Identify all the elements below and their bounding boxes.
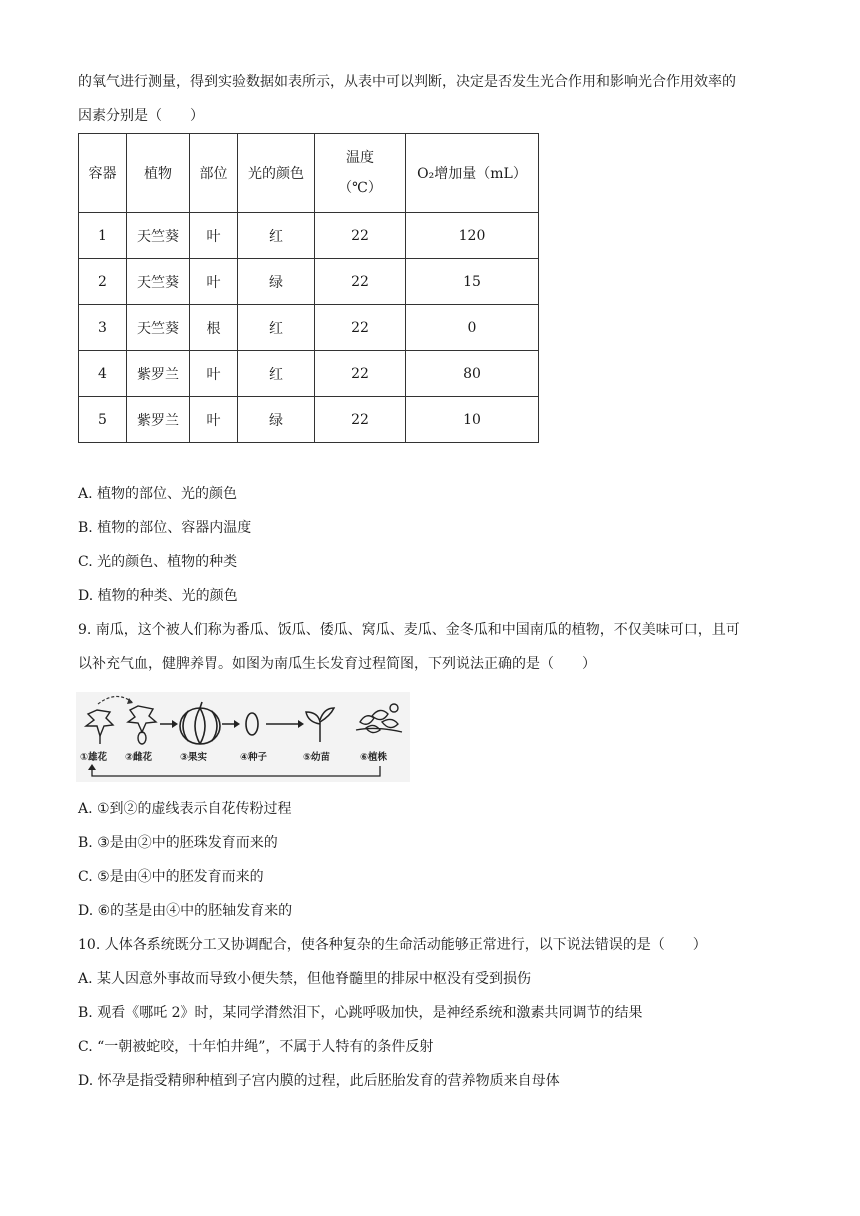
cell-light: 绿 bbox=[238, 259, 315, 305]
cell-light: 绿 bbox=[238, 397, 315, 443]
figure-background bbox=[76, 692, 410, 782]
cell-part: 叶 bbox=[190, 397, 238, 443]
question-stem-line: 因素分别是（ ） bbox=[78, 108, 204, 124]
cell-temp: 22 bbox=[315, 397, 406, 443]
question-10-stem: 10. 人体各系统既分工又协调配合，使各种复杂的生命活动能够正常进行，以下说法错误的是（ ） bbox=[78, 937, 707, 953]
option-b: B. ③是由②中的胚珠发育而来的 bbox=[78, 835, 278, 851]
cell-plant: 紫罗兰 bbox=[127, 397, 190, 443]
cell-o2: 15 bbox=[406, 259, 539, 305]
cell-part: 叶 bbox=[190, 259, 238, 305]
figure-label-plant: ⑥植株 bbox=[360, 752, 388, 763]
header-light: 光的颜色 bbox=[238, 134, 315, 213]
cell-o2: 10 bbox=[406, 397, 539, 443]
cell-temp: 22 bbox=[315, 213, 406, 259]
option-b: B. 植物的部位、容器内温度 bbox=[78, 520, 252, 536]
figure-label-seed: ④种子 bbox=[240, 752, 268, 763]
option-d: D. ⑥的茎是由④中的胚轴发育来的 bbox=[78, 903, 293, 919]
cell-container: 2 bbox=[79, 259, 127, 305]
option-c: C. ⑤是由④中的胚发育而来的 bbox=[78, 869, 264, 885]
cell-light: 红 bbox=[238, 351, 315, 397]
cell-light: 红 bbox=[238, 305, 315, 351]
header-plant: 植物 bbox=[127, 134, 190, 213]
header-container: 容器 bbox=[79, 134, 127, 213]
option-a: A. ①到②的虚线表示自花传粉过程 bbox=[78, 801, 292, 817]
table-row bbox=[79, 397, 539, 443]
header-temperature bbox=[315, 134, 406, 213]
cell-o2: 0 bbox=[406, 305, 539, 351]
figure-label-seedling: ⑤幼苗 bbox=[303, 752, 331, 763]
experiment-table bbox=[78, 133, 539, 443]
option-c: C. “一朝被蛇咬，十年怕井绳”，不属于人特有的条件反射 bbox=[78, 1039, 434, 1055]
cell-temp: 22 bbox=[315, 305, 406, 351]
cell-plant: 天竺葵 bbox=[127, 305, 190, 351]
table-row bbox=[79, 351, 539, 397]
header-o2: O₂增加量（mL） bbox=[406, 134, 539, 213]
cell-o2: 80 bbox=[406, 351, 539, 397]
option-a: A. 某人因意外事故而导致小便失禁，但他脊髓里的排尿中枢没有受到损伤 bbox=[78, 971, 532, 987]
cell-container: 1 bbox=[79, 213, 127, 259]
table-row bbox=[79, 213, 539, 259]
figure-label-male-flower: ①雄花 bbox=[80, 752, 108, 763]
pumpkin-lifecycle-figure bbox=[76, 692, 410, 782]
header-part: 部位 bbox=[190, 134, 238, 213]
cell-part: 叶 bbox=[190, 213, 238, 259]
figure-label-female-flower: ②雌花 bbox=[125, 752, 153, 763]
option-c: C. 光的颜色、植物的种类 bbox=[78, 554, 238, 570]
header-temperature-label: 温度 bbox=[346, 150, 374, 166]
cell-o2: 120 bbox=[406, 213, 539, 259]
cell-part: 叶 bbox=[190, 351, 238, 397]
table-header-row bbox=[79, 134, 539, 213]
figure-label-fruit: ③果实 bbox=[180, 752, 208, 763]
question-stem-line: 的氧气进行测量，得到实验数据如表所示，从表中可以判断，决定是否发生光合作用和影响光合作用效率的 bbox=[78, 74, 736, 90]
cell-plant: 天竺葵 bbox=[127, 213, 190, 259]
header-temperature-unit: （℃） bbox=[338, 180, 382, 196]
option-d: D. 植物的种类、光的颜色 bbox=[78, 588, 238, 604]
question-9-stem: 以补充气血，健脾养胃。如图为南瓜生长发育过程简图，下列说法正确的是（ ） bbox=[78, 656, 596, 672]
cell-container: 4 bbox=[79, 351, 127, 397]
cell-part: 根 bbox=[190, 305, 238, 351]
cell-container: 3 bbox=[79, 305, 127, 351]
cell-plant: 天竺葵 bbox=[127, 259, 190, 305]
cell-temp: 22 bbox=[315, 351, 406, 397]
cell-light: 红 bbox=[238, 213, 315, 259]
option-d: D. 怀孕是指受精卵种植到子宫内膜的过程，此后胚胎发育的营养物质来自母体 bbox=[78, 1073, 560, 1089]
question-9-stem: 9. 南瓜，这个被人们称为番瓜、饭瓜、倭瓜、窝瓜、麦瓜、金冬瓜和中国南瓜的植物，不仅美味可口，且可 bbox=[78, 622, 740, 638]
option-a: A. 植物的部位、光的颜色 bbox=[78, 486, 238, 502]
option-b: B. 观看《哪吒 2》时，某同学潸然泪下，心跳呼吸加快，是神经系统和激素共同调节的结果 bbox=[78, 1005, 643, 1021]
table-row bbox=[79, 305, 539, 351]
table-row bbox=[79, 259, 539, 305]
cell-container: 5 bbox=[79, 397, 127, 443]
cell-temp: 22 bbox=[315, 259, 406, 305]
cell-plant: 紫罗兰 bbox=[127, 351, 190, 397]
